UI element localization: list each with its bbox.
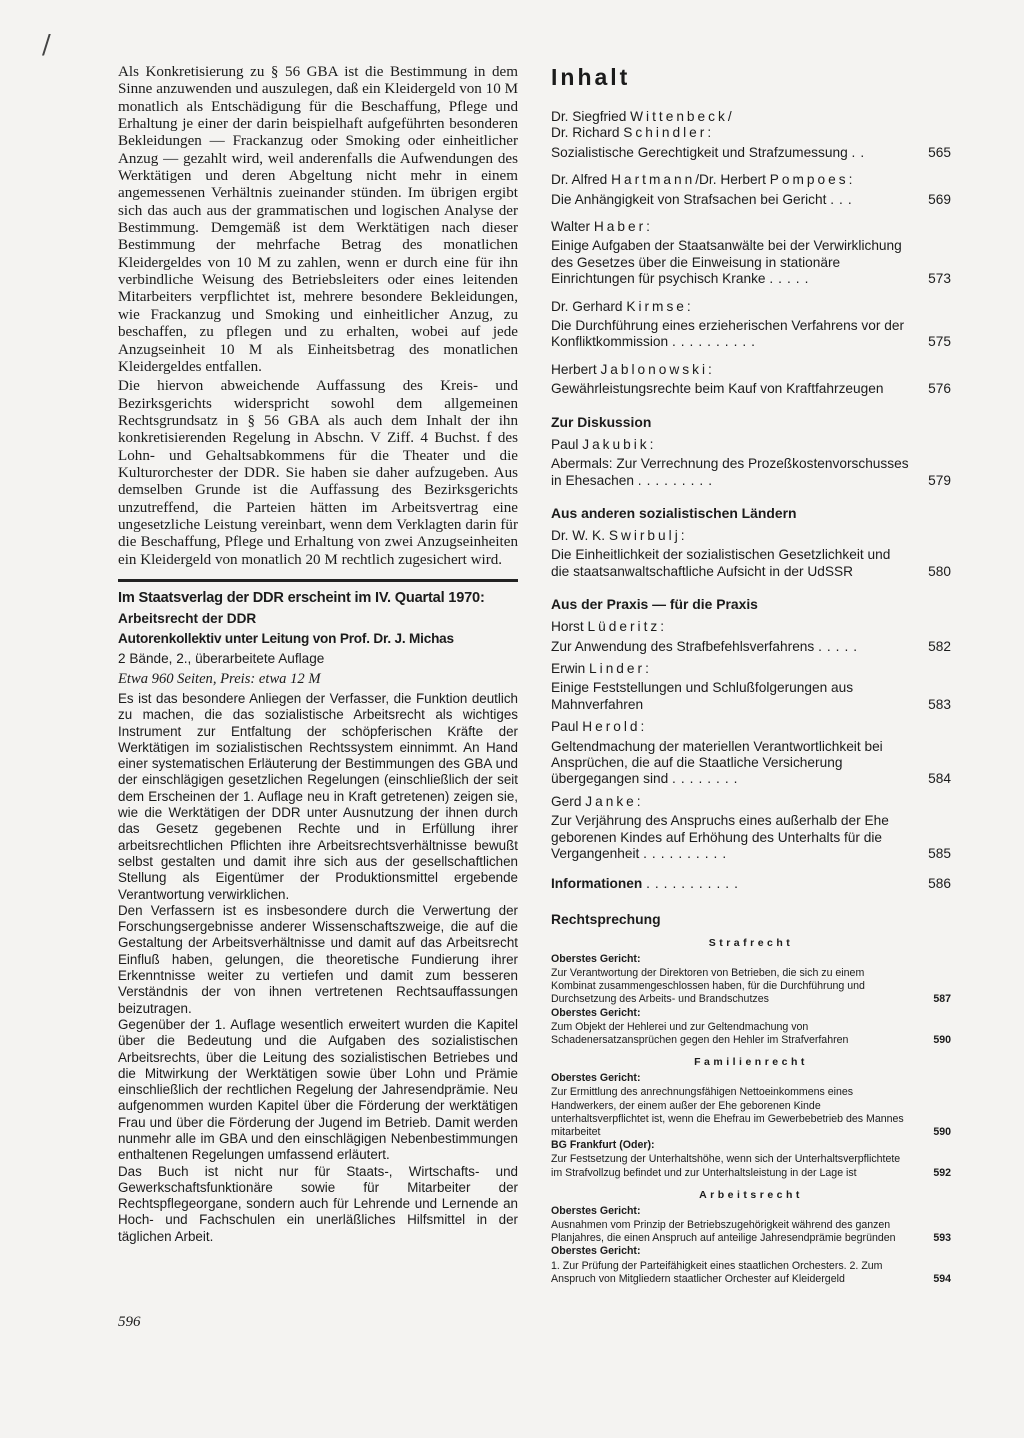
entry-page: 583 (928, 696, 951, 712)
case-title: Zum Objekt der Hehlerei und zur Geltendmachung von Schadenersatzansprüchen gegen den Hehler im Strafverfahren (551, 1020, 849, 1047)
case-page: 587 (933, 993, 951, 1006)
case-entry[interactable] (551, 1007, 951, 1048)
court-name: Oberstes Gericht: (551, 1204, 641, 1217)
case-title: Zur Ermittlung des anrechnungsfähigen Nettoeinkommens eines Handwerkers, der einem außer der Ehe geborenen Kinde unterhaltsverpflichtet ist, wenn die Ehefrau im Gewerbebetrieb des Mannes mitarbeitet (551, 1086, 904, 1139)
entry-title: Die Anhängigkeit von Strafsachen bei Gericht (551, 191, 827, 207)
court-name: Oberstes Gericht: (551, 952, 641, 965)
article-column (118, 64, 518, 1245)
subsection-heading: Strafrecht (708, 936, 794, 949)
page-number: 596 (118, 1314, 141, 1330)
paragraph: Den Verfassern ist es insbesondere durch die Verwertung der Forschungsergebnisse anderer Wissenschaftszweige, die auf die Gestaltung der Arbeitsverhältnisse und damit auf das Arbeitsrecht Einfluß haben, gelungen, die theoretische Fundierung ihrer Erkenntnisse weiter zu vertiefen und damit zum besseren Verständnis der von ihnen vertretenen Rechtsauffassungen beizutragen. (118, 902, 518, 1016)
toc-entry[interactable] (551, 661, 951, 713)
entry-page: 565 (928, 144, 951, 160)
entry-author: Dr. Gerhard Kirmse: (551, 298, 691, 314)
case-entry[interactable] (551, 1205, 951, 1246)
entry-author: Herbert Jablonowski: (551, 361, 712, 377)
toc-entry[interactable]: Walter Haber: Einige Aufgaben der Staatsanwälte bei der Verwirklichung des Gesetzes über die Einweisung in stationäre Einrichtungen für psychisch Kranke ..... 573 (551, 219, 951, 287)
court-name: BG Frankfurt (Oder): (551, 1139, 655, 1152)
entry-author: Dr. Alfred Hartmann/Dr. Herbert Pompoes: (551, 172, 853, 188)
entry-author: Erwin Linder: (551, 660, 649, 676)
toc-entry[interactable]: Horst Lüderitz: Zur Anwendung des Strafbefehlsverfahrens ..... 582 (551, 619, 951, 654)
entry-author: Dr. W. K. Swirbulj: (551, 527, 685, 543)
entry-title: Die Durchführung eines erzieherischen Verfahrens vor der Konfliktkommission (551, 318, 905, 350)
entry-title: Einige Feststellungen und Schlußfolgerungen aus Mahnverfahren (551, 680, 854, 712)
court-name: Oberstes Gericht: (551, 1006, 641, 1019)
entry-author: Paul Herold: (551, 719, 645, 735)
section-heading: Rechtsprechung (551, 910, 661, 927)
entry-title: Gewährleistungsrechte beim Kauf von Kraftfahrzeugen (551, 381, 884, 397)
case-title: Zur Festsetzung der Unterhaltshöhe, wenn sich der Unterhaltsverpflichtete im Strafvollzug befindet und zur Unterhaltsleistung in der Lage ist (551, 1153, 901, 1179)
paragraph: Gegenüber der 1. Auflage wesentlich erweitert wurden die Kapitel über die Bedeutung und die Aufgaben des sozialistischen Arbeitsrechts, über die Leitung des sozialistischen Betriebes und die Mitwirkung der Werktätigen sowie über Lohn und Prämie einschließlich der rechtlichen Regelung der Jahresendprämie. Neu aufgenommen wurden Kapitel über die Förderung der werktätigen Frau und über die Förderung der Jugend im Betrieb. Damit werden nunmehr alle im GBA und den einschlägigen Nebenbestimmungen enthaltenen Regelungen umfassend erläutert. (118, 1016, 518, 1163)
case-page: 590 (933, 1126, 951, 1139)
case-page: 590 (933, 1034, 951, 1047)
entry-page: 576 (928, 381, 951, 397)
announcement-heading: Im Staatsverlag der DDR erscheint im IV. Quartal 1970: (118, 589, 485, 606)
entry-page: 573 (928, 271, 951, 287)
case-page: 593 (933, 1232, 951, 1245)
entry-author: Gerd Janke: (551, 793, 641, 809)
toc-title: Inhalt (551, 64, 631, 90)
entry-title: Zur Verjährung des Anspruchs eines außerhalb der Ehe geborenen Kindes auf Erhöhung des Unterhalts für die Vergangenheit (551, 813, 889, 861)
case-entry[interactable] (551, 953, 951, 1007)
entry-author: Walter Haber: (551, 219, 650, 235)
toc-entry[interactable]: Paul Jakubik: Abermals: Zur Verrechnung des Prozeßkostenvorschusses in Ehesachen ......... 579 (551, 436, 951, 488)
toc-entry[interactable]: Informationen ........... 586 (551, 876, 951, 892)
entry-author: Paul Jakubik: (551, 436, 654, 452)
entry-page: 580 (928, 563, 951, 579)
entry-page: 585 (928, 846, 951, 861)
entry-page: 584 (928, 771, 951, 787)
entry-author: Dr. Siegfried Wittenbeck/ Dr. Richard Schindler: (551, 109, 732, 141)
entry-title: Abermals: Zur Verrechnung des Prozeßkostenvorschusses in Ehesachen (551, 456, 909, 488)
section-heading: Zur Diskussion (551, 413, 652, 430)
toc-entry[interactable] (551, 528, 951, 580)
entry-title: Zur Anwendung des Strafbefehlsverfahrens (551, 638, 815, 654)
paragraph: Das Buch ist nicht nur für Staats-, Wirtschafts- und Gewerkschaftsfunktionäre sowie für Mitarbeiter der Rechtspflegeorgane, sondern auch für Lehrende und Lernende an Hoch- und Fachschulen ein unerläßliches Hilfsmittel in der täglichen Arbeit. (118, 1163, 518, 1244)
case-entry[interactable] (551, 1245, 951, 1286)
case-page: 592 (933, 1166, 951, 1179)
announcement-body (118, 691, 518, 1245)
case-title: Ausnahmen vom Prinzip der Betriebszugehörigkeit während des ganzen Planjahres, die einen Anspruch auf anteilige Jahresendprämie begründen (551, 1219, 896, 1245)
entry-page: 575 (928, 334, 951, 350)
subsection-heading: Arbeitsrecht (699, 1188, 803, 1201)
entry-page: 579 (928, 472, 951, 488)
toc-entry[interactable]: Dr. Alfred Hartmann/Dr. Herbert Pompoes: Die Anhängigkeit von Strafsachen bei Gericht ... 569 (551, 172, 951, 207)
divider-rule (118, 579, 518, 582)
book-price: Etwa 960 Seiten, Preis: etwa 12 M (118, 670, 321, 687)
paragraph: Die hiervon abweichende Auffassung des Kreis- und Bezirksgerichts widerspricht sowohl dem allgemeinen Rechtsgrundsatz in § 56 GBA als auch dem Inhalt der ihn konkretisierenden Regelung in Abschn. V Ziff. 4 Buchst. f des Lohn- und Gehaltsabkommens für die Theater und die Kulturorchester der DDR. Sie haben sie daher aufzugeben. Aus demselben Grunde ist die Auffassung des Bezirksgerichts unzutreffend, die Parteien hätten im Arbeitsvertrag eine ungesetzliche Leistung vereinbart, wenn dem Verklagten darin für die Beschaffung, Pflege und Erhaltung von zwei Anzugseinheiten ein Kleidergeld von monatlich 20 M rechtlich zugesichert wird. (118, 378, 518, 568)
table-of-contents (551, 64, 951, 1286)
section-heading: Informationen (551, 876, 643, 892)
entry-title: Die Einheitlichkeit der sozialistischen Gesetzlichkeit und die staatsanwaltschaftliche Aufsicht in der UdSSR (551, 547, 891, 579)
entry-page: 586 (928, 876, 951, 892)
margin-mark: / (42, 30, 51, 60)
section-heading: Aus der Praxis — für die Praxis (551, 596, 758, 613)
book-edition: 2 Bände, 2., überarbeitete Auflage (118, 650, 325, 666)
book-authors: Autorenkollektiv unter Leitung von Prof. Dr. J. Michas (118, 630, 454, 646)
court-name: Oberstes Gericht: (551, 1245, 641, 1258)
toc-entry[interactable]: Dr. Siegfried Wittenbeck/ Dr. Richard Schindler: Sozialistische Gerechtigkeit und Strafzumessung .. 565 (551, 109, 951, 160)
entry-title: Geltendmachung der materiellen Verantwortlichkeit bei Ansprüchen, die auf die Staatliche Versicherung übergegangen sind (551, 738, 883, 787)
case-page: 594 (933, 1272, 951, 1285)
book-title: Arbeitsrecht der DDR (118, 610, 257, 626)
entry-title: Einige Aufgaben der Staatsanwälte bei der Verwirklichung des Gesetzes über die Einweisung in stationäre Einrichtungen für psychisch Kranke (551, 238, 902, 287)
entry-page: 569 (928, 191, 951, 207)
case-title: 1. Zur Prüfung der Parteifähigkeit eines staatlichen Orchesters. 2. Zum Anspruch von Mitgliedern staatlicher Orchester auf Kleidergeld (551, 1259, 883, 1285)
paragraph: Es ist das besondere Anliegen der Verfasser, die Funktion deutlich zu machen, die das sozialistische Arbeitsrecht als wichtiges Instrument zur Entfaltung der schöpferischen Kräfte der Werktätigen im sozialistischen Rechtssystem einnimmt. An Hand einer systematischen Erläuterung der Bestimmungen des GBA und der einschlägigen gesetzlichen Regelungen (einschließlich der seit dem Erscheinen der 1. Auflage neu in Kraft getretenen) zeigen sie, wie die Werktätigen der DDR unter Ausnutzung der ihnen durch das Gesetz gegebenen Rechte und in Erfüllung ihrer arbeitsrechtlichen Pflichten ihre Arbeitsrechtsverhältnisse bewußt selbst gestalten und damit ihre sich aus der gesellschaftlichen Stellung als Eigentümer der Produktionsmittel ergebende Verantwortung verwirklichen. (118, 690, 518, 902)
section-heading: Aus anderen sozialistischen Ländern (551, 504, 797, 521)
toc-entry[interactable]: Dr. Gerhard Kirmse: Die Durchführung eines erzieherischen Verfahrens vor der Konfliktkommission .......... 575 (551, 298, 951, 350)
toc-entry[interactable]: Gerd Janke: Zur Verjährung des Anspruchs eines außerhalb der Ehe geborenen Kindes auf Erhöhung des Unterhalts für die Vergangenheit .......... 585 (551, 793, 951, 861)
case-title: Zur Verantwortung der Direktoren von Betrieben, die sich zu einem Kombinat zusammengeschlossen haben, für die Durchführung und Durchsetzung des Arbeits- und Brandschutzes (551, 967, 865, 1006)
entry-page: 582 (928, 638, 951, 654)
subsection-heading: Familienrecht (694, 1056, 808, 1069)
toc-entry[interactable] (551, 362, 951, 398)
case-entry[interactable] (551, 1139, 951, 1180)
court-name: Oberstes Gericht: (551, 1072, 641, 1085)
entry-author: Horst Lüderitz: (551, 619, 665, 635)
paragraph: Als Konkretisierung zu § 56 GBA ist die Bestimmung in dem Sinne anzuwenden und auszulegen, daß ein Kleidergeld von 10 M monatlich als Entschädigung für die Beschaffung, Pflege und Erhaltung je einer der darin beispielhaft aufgeführten besonderen Bekleidungen — Frackanzug oder Smoking oder einheitlicher Anzug — gezahlt wird, weil anderenfalls die Aufwendungen des Werktätigen und deren Abgeltung nicht mehr in einem angemessenen Verhältnis zueinander stünden. Im übrigen ergibt sich das auch aus der grammatischen und logischen Analyse der Bestimmung. Demgemäß ist dem Werktätigen nach dieser Bestimmung der mehrfache Betrag des monatlichen Kleidergeldes von 10 M zu zahlen, wenn er durch eine für ihn verbindliche Weisung des Betriebsleiters oder eines leitenden Mitarbeiters verpflichtet ist, mehrere besondere Bekleidungen, wie Frackanzug und Smoking und einheitlicher Anzug, zu beschaffen, zu pflegen und zu erhalten, wobei auf jede Anzugseinheit 10 M als Einheitsbetrag des monatlichen Kleidergeldes entfallen. (118, 64, 518, 375)
entry-title: Sozialistische Gerechtigkeit und Strafzumessung (551, 144, 848, 160)
toc-entry[interactable]: Paul Herold: Geltendmachung der materiellen Verantwortlichkeit bei Ansprüchen, die auf die Staatliche Versicherung übergegangen sind ........ 584 (551, 719, 951, 787)
case-entry[interactable] (551, 1072, 951, 1139)
